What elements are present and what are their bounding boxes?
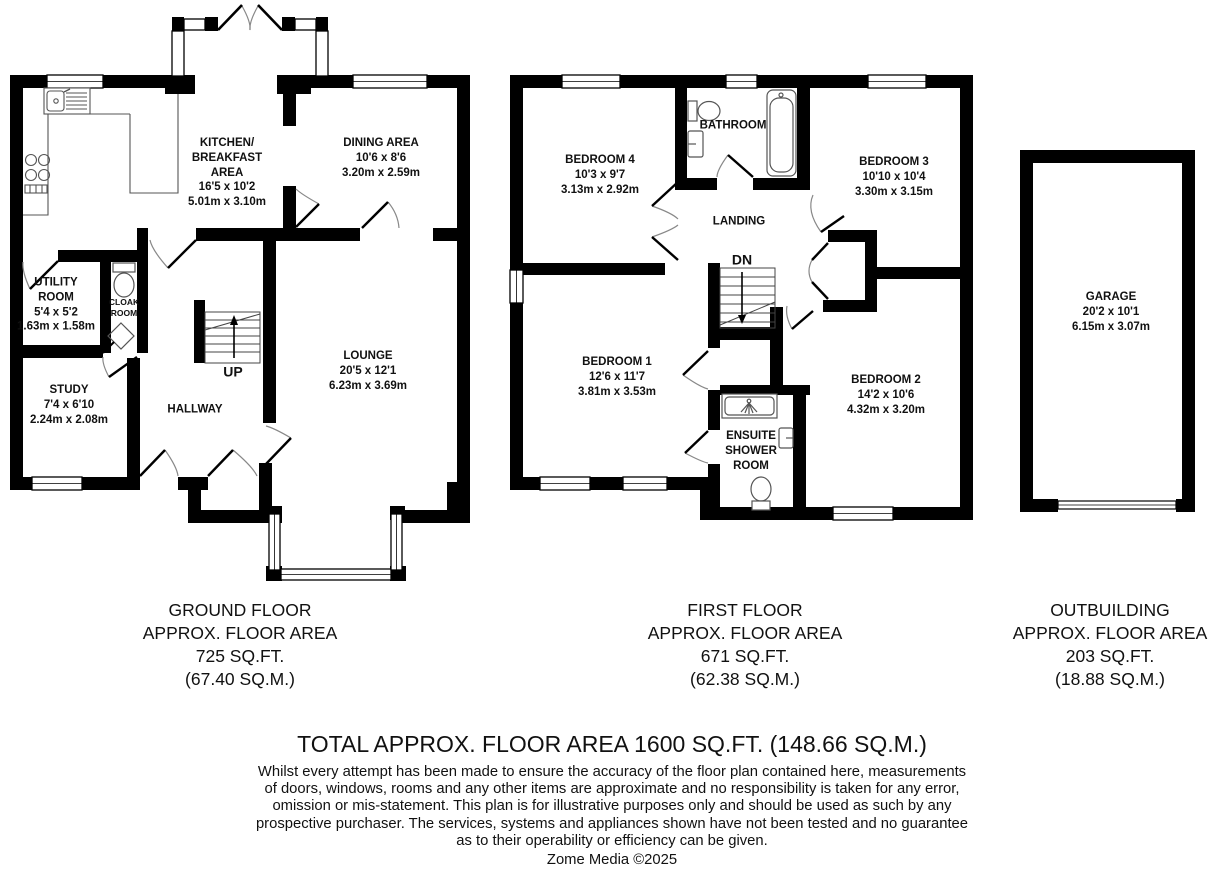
front-door-leaves (218, 5, 282, 30)
stairs-down (720, 268, 775, 328)
room-label-lounge: LOUNGE 20'5 x 12'1 6.23m x 3.69m (328, 349, 408, 392)
room-label-study: STUDY 7'4 x 6'10 2.24m x 2.08m (29, 383, 109, 426)
kitchen-sink (44, 88, 90, 114)
disclaimer-text: Whilst every attempt has been made to ensure the accuracy of the floor plan contained here, measurements of doors, windows, rooms and any other items are approximate and no responsibility is taken for any error, omission or mis-statement. This plan is for illustrative purposes only and should be used as such by any prospective purchaser. The services, systems and appliances shown have not been tested and no guarantee as to their operability or efficiency can be given. (255, 764, 969, 849)
room-label-bedroom1: BEDROOM 1 12'6 x 11'7 3.81m x 3.53m (577, 355, 657, 398)
total-floor-area: TOTAL APPROX. FLOOR AREA 1600 SQ.FT. (148.66 SQ.M.) (297, 731, 927, 757)
room-label-ensuite: ENSUITE SHOWER ROOM (725, 429, 777, 472)
room-label-hallway: HALLWAY (167, 403, 223, 416)
room-label-bathroom: BATHROOM (699, 119, 767, 132)
garage-door (1058, 501, 1176, 509)
ensuite-toilet (751, 477, 771, 510)
bathroom-basin (688, 131, 703, 157)
stairs-down-label: DN (731, 251, 753, 268)
first-floor-area-label: FIRST FLOOR APPROX. FLOOR AREA 671 SQ.FT. (62.38 SQ.M.) (647, 600, 843, 689)
credit-text: Zome Media ©2025 (546, 852, 678, 868)
shower-tray (722, 394, 777, 418)
cloak-toilet (113, 263, 135, 297)
room-label-kitchen: KITCHEN/ BREAKFAST AREA 16'5 x 10'2 5.01m x 3.10m (187, 137, 267, 209)
first-window-midlines (517, 82, 927, 514)
hob-icon (25, 155, 50, 194)
room-label-bedroom2: BEDROOM 2 14'2 x 10'6 4.32m x 3.20m (846, 373, 926, 416)
stairs-up-label: UP (223, 363, 243, 380)
bath-tub (767, 90, 796, 176)
room-label-bedroom3: BEDROOM 3 10'10 x 10'4 3.30m x 3.15m (854, 155, 934, 198)
stairs-up (205, 312, 260, 363)
room-label-bedroom4: BEDROOM 4 10'3 x 9'7 3.13m x 2.92m (560, 153, 640, 196)
room-label-landing: LANDING (712, 215, 766, 228)
room-label-dining: DINING AREA 10'6 x 8'6 3.20m x 2.59m (341, 136, 421, 179)
ensuite-basin (779, 428, 793, 448)
room-label-utility: UTILITY ROOM 5'4 x 5'2 1.63m x 1.58m (16, 276, 96, 333)
room-label-cloak: CLOAK ROOM (108, 297, 140, 318)
ground-floor-area-label: GROUND FLOOR APPROX. FLOOR AREA 725 SQ.FT. (67.40 SQ.M.) (142, 600, 338, 689)
outbuilding-area-label: OUTBUILDING APPROX. FLOOR AREA 203 SQ.FT. (18.88 SQ.M.) (1012, 600, 1208, 689)
room-label-garage: GARAGE 20'2 x 10'1 6.15m x 3.07m (1071, 290, 1151, 333)
